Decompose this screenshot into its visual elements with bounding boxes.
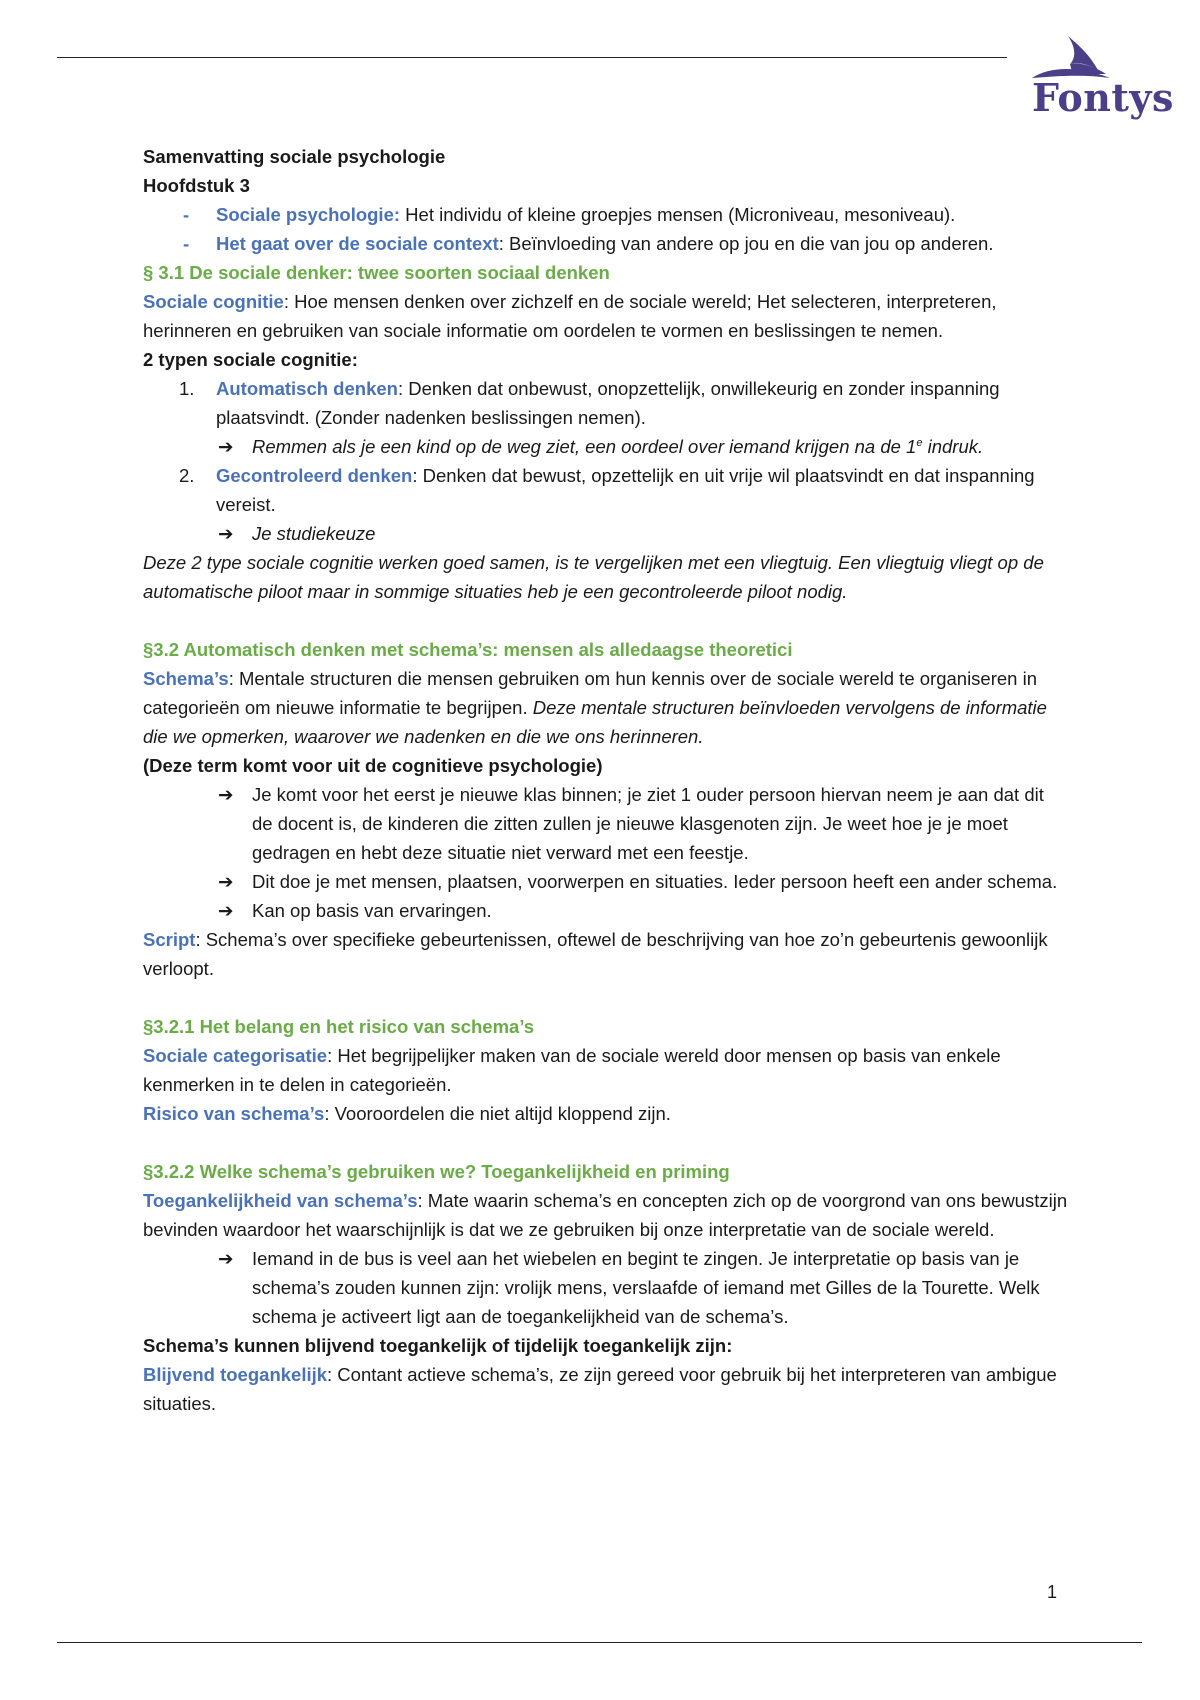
example-text: Je studiekeuze	[252, 523, 376, 544]
list-item	[143, 200, 1068, 229]
subheading: 2 typen sociale cognitie:	[143, 349, 358, 370]
numbered-item	[143, 461, 1068, 519]
definition: : Mentale structuren die mensen gebruiken om hun kennis over de sociale wereld te organiseren in categorieën om nieuwe informatie te begrijpen.	[143, 668, 1037, 718]
definition: : Denken dat bewust, opzettelijk en uit vrije wil plaatsvindt en dat inspanning vereist.	[216, 465, 1035, 515]
paragraph	[143, 925, 1068, 983]
subheading: Schema’s kunnen blijvend toegankelijk of tijdelijk toegankelijk zijn:	[143, 1335, 733, 1356]
definition: : Schema’s over specifieke gebeurtenissen, oftewel de beschrijving van hoe zo’n gebeurtenis gewoonlijk verloopt.	[143, 929, 1048, 979]
item-number: 2.	[179, 465, 195, 486]
definition: : Het begrijpelijker maken van de sociale wereld door mensen op basis van enkele kenmerken in te delen in categorieën.	[143, 1045, 1001, 1095]
example-text: Dit doe je met mensen, plaatsen, voorwerpen en situaties. Ieder persoon heeft een ander schema.	[252, 871, 1058, 892]
header-rule	[57, 57, 1007, 58]
example-item	[143, 896, 1068, 925]
section-heading: §3.2.1 Het belang en het risico van schema’s	[143, 1016, 535, 1037]
term: Gecontroleerd denken	[216, 465, 413, 486]
dash-bullet-icon: -	[183, 233, 190, 254]
term: Toegankelijkheid van schema’s	[143, 1190, 418, 1211]
definition: : Beïnvloeding van andere op jou en die van jou op anderen.	[498, 233, 994, 254]
term: Script	[143, 929, 196, 950]
example-text-end: indruk.	[922, 436, 984, 457]
spacer	[143, 983, 1068, 1012]
spacer	[143, 1128, 1068, 1157]
paragraph	[143, 1099, 1068, 1128]
fontys-wordmark: Fontys	[1032, 75, 1174, 120]
item-number: 1.	[179, 378, 195, 399]
paragraph	[143, 287, 1068, 345]
definition: : Vooroordelen die niet altijd kloppend zijn.	[324, 1103, 671, 1124]
paragraph	[143, 1041, 1068, 1099]
section-heading: § 3.1 De sociale denker: twee soorten sociaal denken	[143, 262, 610, 283]
definition: : Hoe mensen denken over zichzelf en de sociale wereld; Het selecteren, interpreteren, herinneren en gebruiken van sociale informatie om oordelen te vormen en beslissingen te nemen.	[143, 291, 997, 341]
paragraph	[143, 1360, 1068, 1418]
arrow-right-icon: ➔	[218, 1248, 234, 1269]
arrow-right-icon: ➔	[218, 436, 234, 457]
section-heading: §3.2 Automatisch denken met schema’s: mensen als alledaagse theoretici	[143, 639, 793, 660]
definition: Het individu of kleine groepjes mensen (Microniveau, mesoniveau).	[400, 204, 956, 225]
note: (Deze term komt voor uit de cognitieve psychologie)	[143, 755, 603, 776]
arrow-right-icon: ➔	[218, 523, 234, 544]
section-heading: §3.2.2 Welke schema’s gebruiken we? Toegankelijkheid en priming	[143, 1161, 730, 1182]
superscript: e	[916, 437, 923, 449]
term: Automatisch denken	[216, 378, 398, 399]
example-item	[143, 867, 1068, 896]
definition: : Denken dat onbewust, onopzettelijk, onwillekeurig en zonder inspanning plaatsvindt. (Zonder nadenken beslissingen nemen).	[216, 378, 1000, 428]
list-item	[143, 229, 1068, 258]
term: Sociale psychologie:	[216, 204, 401, 225]
numbered-item	[143, 374, 1068, 432]
term: Het gaat over de sociale context	[216, 233, 499, 254]
paragraph	[143, 664, 1068, 751]
footer-rule	[57, 1642, 1142, 1643]
definition-italic: Deze mentale structuren beïnvloeden vervolgens de informatie die we opmerken, waarover we nadenken en die we ons herinneren.	[143, 697, 1047, 747]
example-item	[143, 780, 1068, 867]
example-text: Kan op basis van ervaringen.	[252, 900, 492, 921]
doc-title: Samenvatting sociale psychologie	[143, 146, 446, 167]
example-text: Remmen als je een kind op de weg ziet, een oordeel over iemand krijgen na de 1	[252, 436, 917, 457]
term: Blijvend toegankelijk	[143, 1364, 328, 1385]
example-text: Je komt voor het eerst je nieuwe klas binnen; je ziet 1 ouder persoon hiervan neem je aan dat dit de docent is, de kinderen die zitten zullen je nieuwe klasgenoten zijn. Je weet hoe je je moet gedragen en hebt deze situatie niet verward met een feestje.	[252, 784, 1044, 863]
arrow-right-icon: ➔	[218, 784, 234, 805]
term: Risico van schema’s	[143, 1103, 325, 1124]
example-item	[143, 432, 1068, 461]
example-item	[143, 519, 1068, 548]
page-number: 1	[1047, 1582, 1058, 1602]
definition: : Mate waarin schema’s en concepten zich op de voorgrond van ons bewustzijn bevinden waardoor het waarschijnlijk is dat we ze gebruiken bij onze interpretatie van de sociale wereld.	[143, 1190, 1068, 1240]
term: Schema’s	[143, 668, 229, 689]
document-body	[143, 142, 1068, 1418]
paragraph: Deze 2 type sociale cognitie werken goed samen, is te vergelijken met een vliegtuig. Een vliegtuig vliegt op de automatische piloot maar in sommige situaties heb je een gecontroleerde piloot nodig.	[143, 552, 1044, 602]
arrow-right-icon: ➔	[218, 871, 234, 892]
paragraph	[143, 1186, 1068, 1244]
spacer	[143, 606, 1068, 635]
definition: : Contant actieve schema’s, ze zijn gereed voor gebruik bij het interpreteren van ambigue situaties.	[143, 1364, 1057, 1414]
term: Sociale categorisatie	[143, 1045, 328, 1066]
example-text: Iemand in de bus is veel aan het wiebelen en begint te zingen. Je interpretatie op basis van je schema’s zouden kunnen zijn: vrolijk mens, verslaafde of iemand met Gilles de la Tourette. Welk schema je activeert ligt aan de toegankelijkheid van de schema’s.	[252, 1248, 1040, 1327]
chapter-title: Hoofdstuk 3	[143, 175, 250, 196]
term: Sociale cognitie	[143, 291, 284, 312]
arrow-right-icon: ➔	[218, 900, 234, 921]
dash-bullet-icon: -	[183, 204, 190, 225]
example-item	[143, 1244, 1068, 1331]
